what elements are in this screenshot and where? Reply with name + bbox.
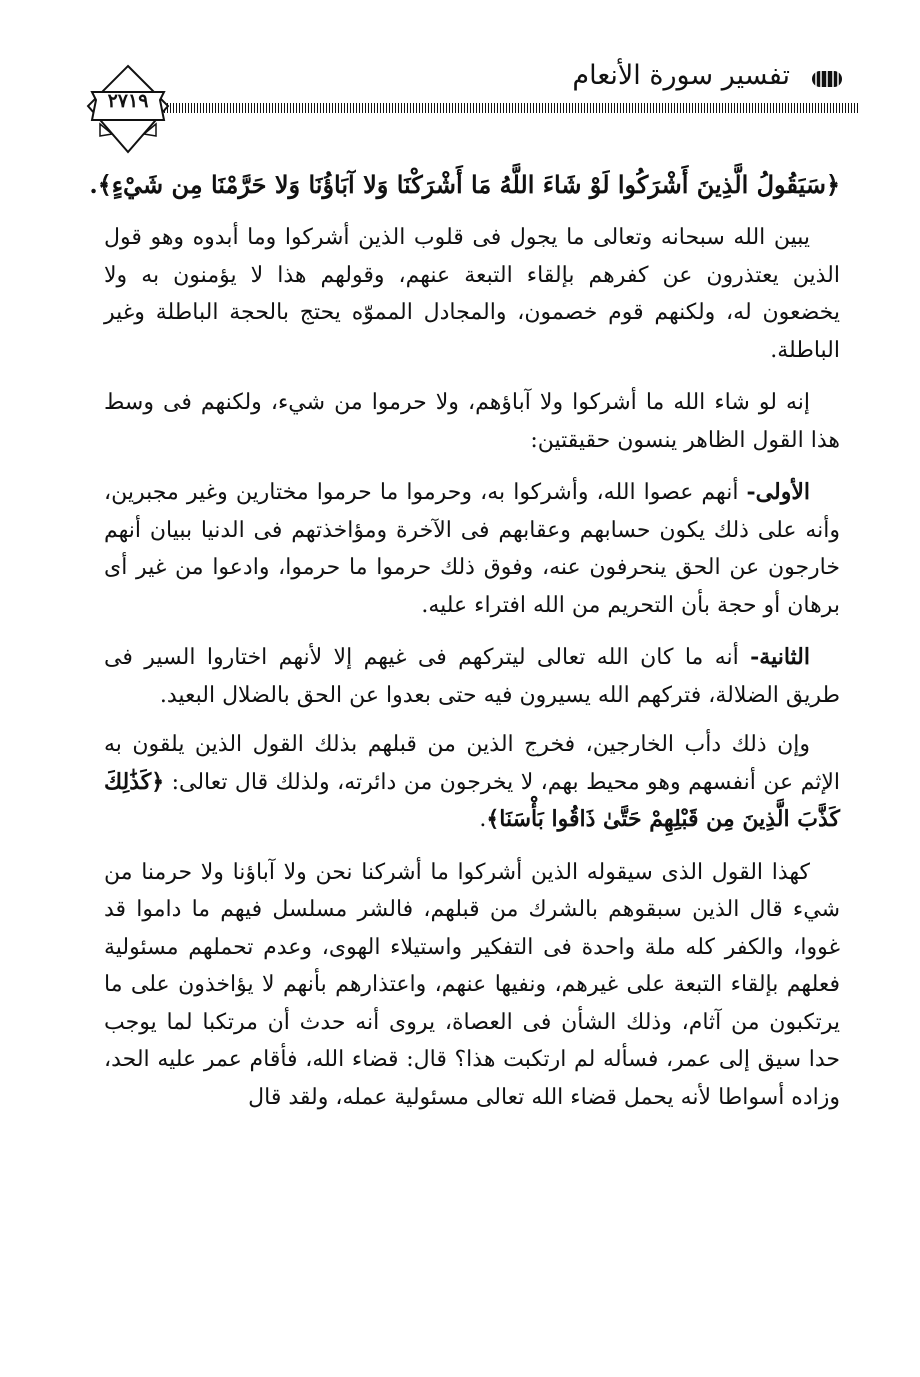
paragraph-6: كهذا القول الذى سيقوله الذين أشركوا ما أشركنا نحن ولا آباؤنا ولا حرمنا من شيء قال الذين سبقوهم بالشرك من قبلهم، فالشر مسلسل فيهم ما داموا قد غووا، والكفر كله ملة واحدة فى التفكير واستيلاء الهوى، وعدم تحملهم مسئولية فعلهم بإلقاء التبعة على غيرهم، ونفيها عنهم، واعتذارهم بأنهم لا يؤاخذون على ما يرتكبون من آثام، وذلك الشأن فى العصاة، يروى أنه حدث أن مرتكبا لما يوجب حدا سيق إلى عمر، فسأله لم ارتكبت هذا؟ قال: قضاء الله، فأقام عمر عليه الحد، وزاده أسواطا لأنه يحمل قضاء الله تعالى مسئولية عمله، ولقد قال bbox=[104, 859, 840, 1110]
page-number: ٢٧١٩ bbox=[107, 90, 149, 112]
point-two-label: الثانية- bbox=[750, 644, 810, 670]
point-one-label: الأولى- bbox=[746, 479, 810, 505]
running-title: تفسير سورة الأنعام bbox=[572, 60, 790, 91]
paragraph-1: يبين الله سبحانه وتعالى ما يجول فى قلوب الذين أشركوا وما أبدوه وهو قول الذين يعتذرون عن كفرهم بإلقاء التبعة عنهم، وقولهم هذا لا يؤمنون به ولا يخضعون له، ولكنهم قوم خصمون، والمجادل المموّه يحتج بالحجة الباطلة وغير الباطلة. bbox=[104, 225, 840, 363]
ornament-icon bbox=[810, 68, 844, 90]
inline-verse: ﴿كَذَٰلِكَ كَذَّبَ الَّذِينَ مِن قَبْلِهِمْ حَتَّىٰ ذَاقُوا بَأْسَنَا﴾ bbox=[104, 768, 840, 832]
point-two-text: أنه ما كان الله تعالى ليتركهم فى غيهم إلا لأنهم اختاروا السير فى طريق الضلالة، فتركهم الله يسيرون فيه حتى بعدوا عن الحق بالضلال البعيد. bbox=[104, 645, 840, 708]
page-header bbox=[80, 56, 860, 156]
paragraph-2: إنه لو شاء الله ما أشركوا ولا آباؤهم، ولا حرموا من شيء، ولكنهم فى وسط هذا القول الظاهر ينسون حقيقتين: bbox=[104, 390, 840, 453]
paragraph-3 bbox=[104, 474, 840, 624]
paragraph-5 bbox=[104, 726, 840, 839]
paragraph-5-text: وإن ذلك دأب الخارجين، فخرج الذين من قبلهم بذلك القول الذين يلقون به الإثم عن أنفسهم وهو محيط بهم، لا يخرجون من دائرته، ولذلك قال تعالى: bbox=[104, 732, 840, 795]
paragraph-4 bbox=[104, 639, 840, 714]
paragraph-5-end: . bbox=[479, 807, 487, 832]
header-rule bbox=[158, 103, 860, 113]
verse-heading: ﴿سَيَقُولُ الَّذِينَ أَشْرَكُوا لَوْ شَاءَ اللَّهُ مَا أَشْرَكْنَا وَلا آبَاؤُنَا وَلا حَرَّمْنَا مِن شَيْءٍ﴾. bbox=[89, 170, 840, 199]
point-one-text: أنهم عصوا الله، وأشركوا به، وحرموا ما حرموا مختارين وغير مجبرين، وأنه على ذلك يكون حسابهم وعقابهم فى الآخرة ومؤاخذتهم فى الدنيا ببيان أنهم خارجون عن الحق ينحرفون عنه، وفوق ذلك حرموا ما حرموا، وادعوا من غير أى برهان أو حجة بأن التحريم من الله افتراء عليه. bbox=[104, 480, 840, 618]
page-body bbox=[89, 165, 840, 1131]
